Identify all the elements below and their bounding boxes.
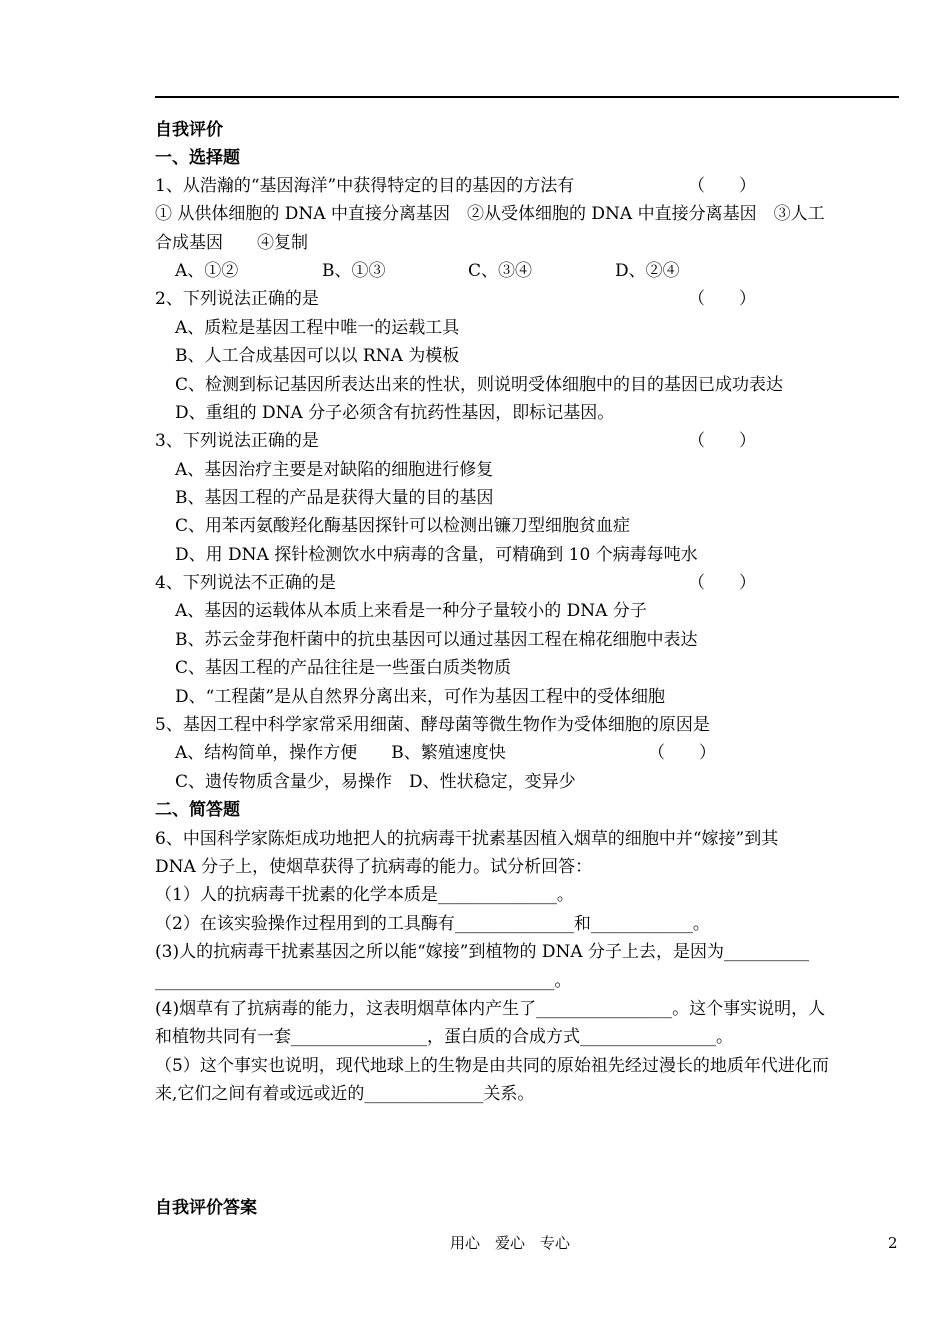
question-2-text: 2、下列说法正确的是 bbox=[155, 289, 319, 309]
option-c: C、基因工程的产品往往是一些蛋白质类物质 bbox=[175, 658, 512, 678]
question-5-options-row2: C、遗传物质含量少，易操作 D、性状稳定，变异少 bbox=[175, 772, 576, 792]
question-6-part2: （2）在该实验操作过程用到的工具酶有______________和____________。 bbox=[155, 914, 710, 934]
question-6-part3-cont: _______________________________________________。 bbox=[155, 971, 572, 991]
option-d: D、用 DNA 探针检测饮水中病毒的含量，可精确到 10 个病毒每吨水 bbox=[175, 545, 698, 565]
footer-motto: 用心 爱心 专心 bbox=[449, 1234, 570, 1252]
question-6-part4-cont: 和植物共同有一套________________，蛋白质的合成方式________________。 bbox=[155, 1027, 733, 1047]
question-1-line3: 合成基因 ④复制 bbox=[155, 233, 308, 253]
question-5-stem: 5、基因工程中科学家常采用细菌、酵母菌等微生物作为受体细胞的原因是 bbox=[155, 715, 710, 735]
option-b: B、苏云金芽孢杆菌中的抗虫基因可以通过基因工程在棉花细胞中表达 bbox=[175, 630, 698, 650]
question-4-text: 4、下列说法不正确的是 bbox=[155, 573, 336, 593]
question-1-stem bbox=[155, 174, 905, 198]
answer-paren: （ ） bbox=[648, 743, 716, 763]
question-6-line1: 6、中国科学家陈炬成功地把人的抗病毒干扰素基因植入烟草的细胞中并“嫁接”到其 bbox=[155, 829, 779, 849]
section-heading-choice: 一、选择题 bbox=[155, 148, 240, 168]
option-c: C、③④ bbox=[468, 261, 533, 281]
option-d: D、“工程菌”是从自然界分离出来，可作为基因工程中的受体细胞 bbox=[175, 687, 666, 707]
option-d: D、②④ bbox=[615, 261, 680, 281]
question-6-part3: (3)人的抗病毒干扰素基因之所以能“嫁接”到植物的 DNA 分子上去，是因为__________ bbox=[155, 942, 810, 962]
section-heading-short-answer: 二、简答题 bbox=[155, 800, 240, 820]
question-1-line2: ① 从供体细胞的 DNA 中直接分离基因 ②从受体细胞的 DNA 中直接分离基因 ③人工 bbox=[155, 204, 825, 224]
question-3-stem bbox=[155, 429, 905, 453]
question-6-line2: DNA 分子上，使烟草获得了抗病毒的能力。试分析回答： bbox=[155, 857, 593, 877]
option-a: A、①② bbox=[175, 261, 239, 281]
question-1-text: 1、从浩瀚的“基因海洋”中获得特定的目的基因的方法有 bbox=[155, 176, 575, 196]
option-c: C、用苯丙氨酸羟化酶基因探针可以检测出镰刀型细胞贫血症 bbox=[175, 516, 631, 536]
option-a: A、基因治疗主要是对缺陷的细胞进行修复 bbox=[175, 460, 494, 480]
option-b: B、①③ bbox=[322, 261, 386, 281]
question-3-text: 3、下列说法正确的是 bbox=[155, 431, 319, 451]
page-number: 2 bbox=[888, 1234, 898, 1252]
question-6-part5-cont: 来,它们之间有着或远或近的______________关系。 bbox=[155, 1084, 535, 1104]
option-b: B、人工合成基因可以以 RNA 为模板 bbox=[175, 346, 460, 366]
answer-paren: （ ） bbox=[688, 573, 756, 593]
answer-paren: （ ） bbox=[688, 431, 756, 451]
option-d: D、重组的 DNA 分子必须含有抗药性基因，即标记基因。 bbox=[175, 403, 615, 423]
question-6-part4: (4)烟草有了抗病毒的能力，这表明烟草体内产生了________________。这个事实说明，人 bbox=[155, 999, 826, 1019]
answer-paren: （ ） bbox=[688, 176, 756, 196]
option-b: B、基因工程的产品是获得大量的目的基因 bbox=[175, 488, 494, 508]
question-4-stem bbox=[155, 571, 905, 595]
answers-heading: 自我评价答案 bbox=[155, 1198, 257, 1218]
question-2-stem bbox=[155, 287, 905, 311]
options-ab: A、结构简单，操作方便 B、繁殖速度快 bbox=[175, 743, 506, 763]
option-c: C、检测到标记基因所表达出来的性状，则说明受体细胞中的目的基因已成功表达 bbox=[175, 375, 784, 395]
question-5-options-row1 bbox=[175, 741, 925, 765]
page-title: 自我评价 bbox=[155, 120, 223, 140]
question-6-part1: （1）人的抗病毒干扰素的化学本质是______________。 bbox=[155, 885, 574, 905]
question-6-part5: （5）这个事实也说明，现代地球上的生物是由共同的原始祖先经过漫长的地质年代进化而 bbox=[155, 1056, 829, 1076]
header-rule bbox=[155, 96, 899, 98]
answer-paren: （ ） bbox=[688, 289, 756, 309]
option-a: A、质粒是基因工程中唯一的运载工具 bbox=[175, 318, 460, 338]
option-a: A、基因的运载体从本质上来看是一种分子量较小的 DNA 分子 bbox=[175, 601, 647, 621]
